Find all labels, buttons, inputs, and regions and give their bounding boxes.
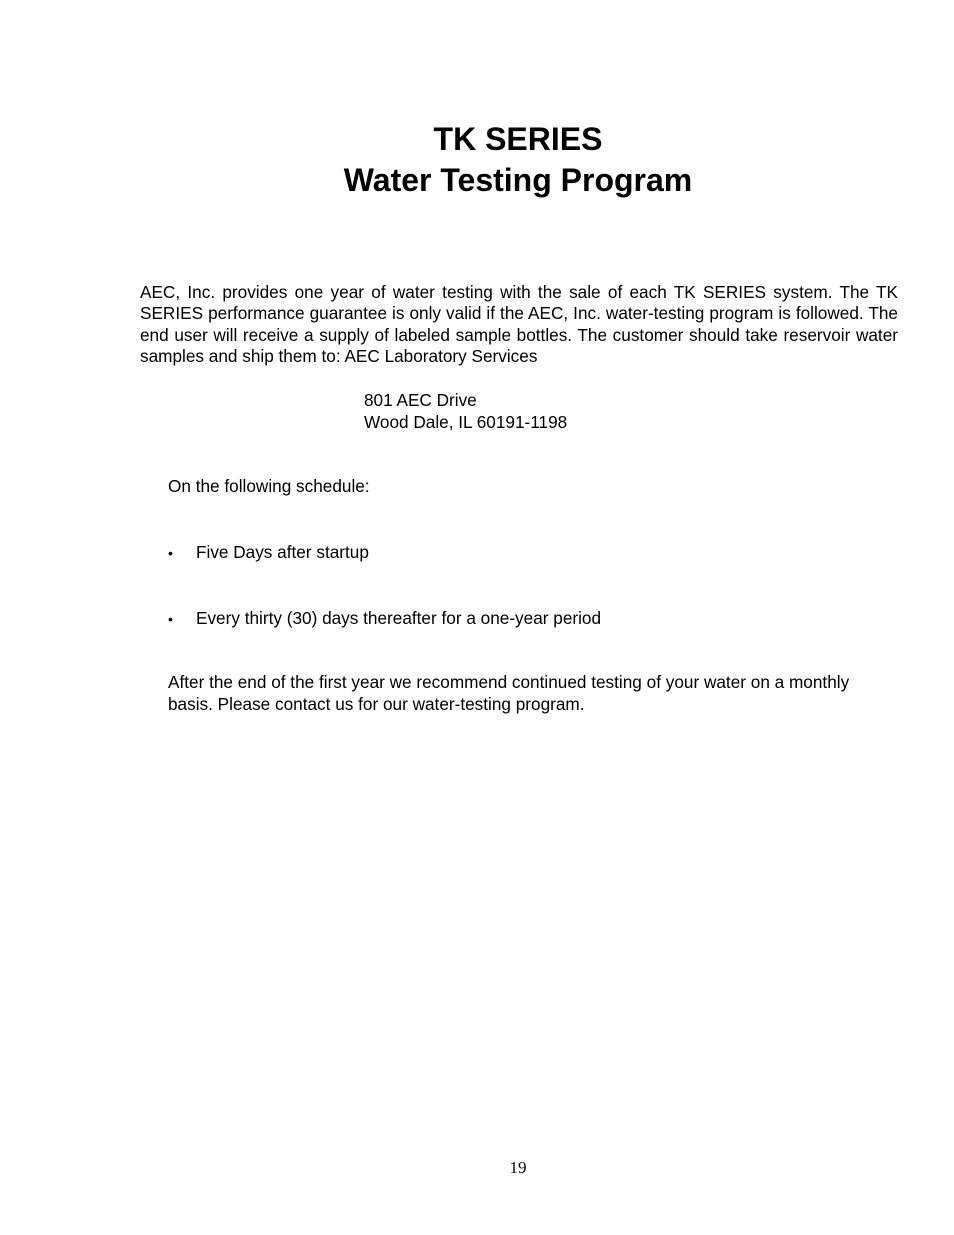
page-title bbox=[0, 119, 954, 201]
schedule-intro: On the following schedule: bbox=[168, 476, 370, 496]
title-line-1: TK SERIES bbox=[433, 121, 603, 157]
bullet-icon: • bbox=[168, 545, 173, 561]
title-line-2: Water Testing Program bbox=[343, 162, 693, 198]
mailing-address bbox=[364, 389, 567, 433]
list-item-text: Every thirty (30) days thereafter for a one-year period bbox=[196, 608, 602, 628]
closing-paragraph: After the end of the first year we recommend continued testing of your water on a monthly basis. Please contact us for our water-testing program. bbox=[168, 672, 850, 714]
page-number: 19 bbox=[509, 1158, 527, 1177]
intro-paragraph: AEC, Inc. provides one year of water testing with the sale of each TK SERIES system. The TK SERIES performance guarantee is only valid if the AEC, Inc. water-testing program is followed. The end user will receive a supply of labeled sample bottles. The customer should take reservoir water samples and ship them to: AEC Laboratory Services bbox=[140, 282, 898, 366]
address-line-2: Wood Dale, IL 60191-1198 bbox=[364, 412, 568, 432]
list-item bbox=[168, 607, 601, 630]
bullet-icon: • bbox=[168, 611, 173, 627]
list-item bbox=[168, 541, 369, 564]
list-item-text: Five Days after startup bbox=[196, 542, 369, 562]
address-line-1: 801 AEC Drive bbox=[364, 390, 477, 410]
